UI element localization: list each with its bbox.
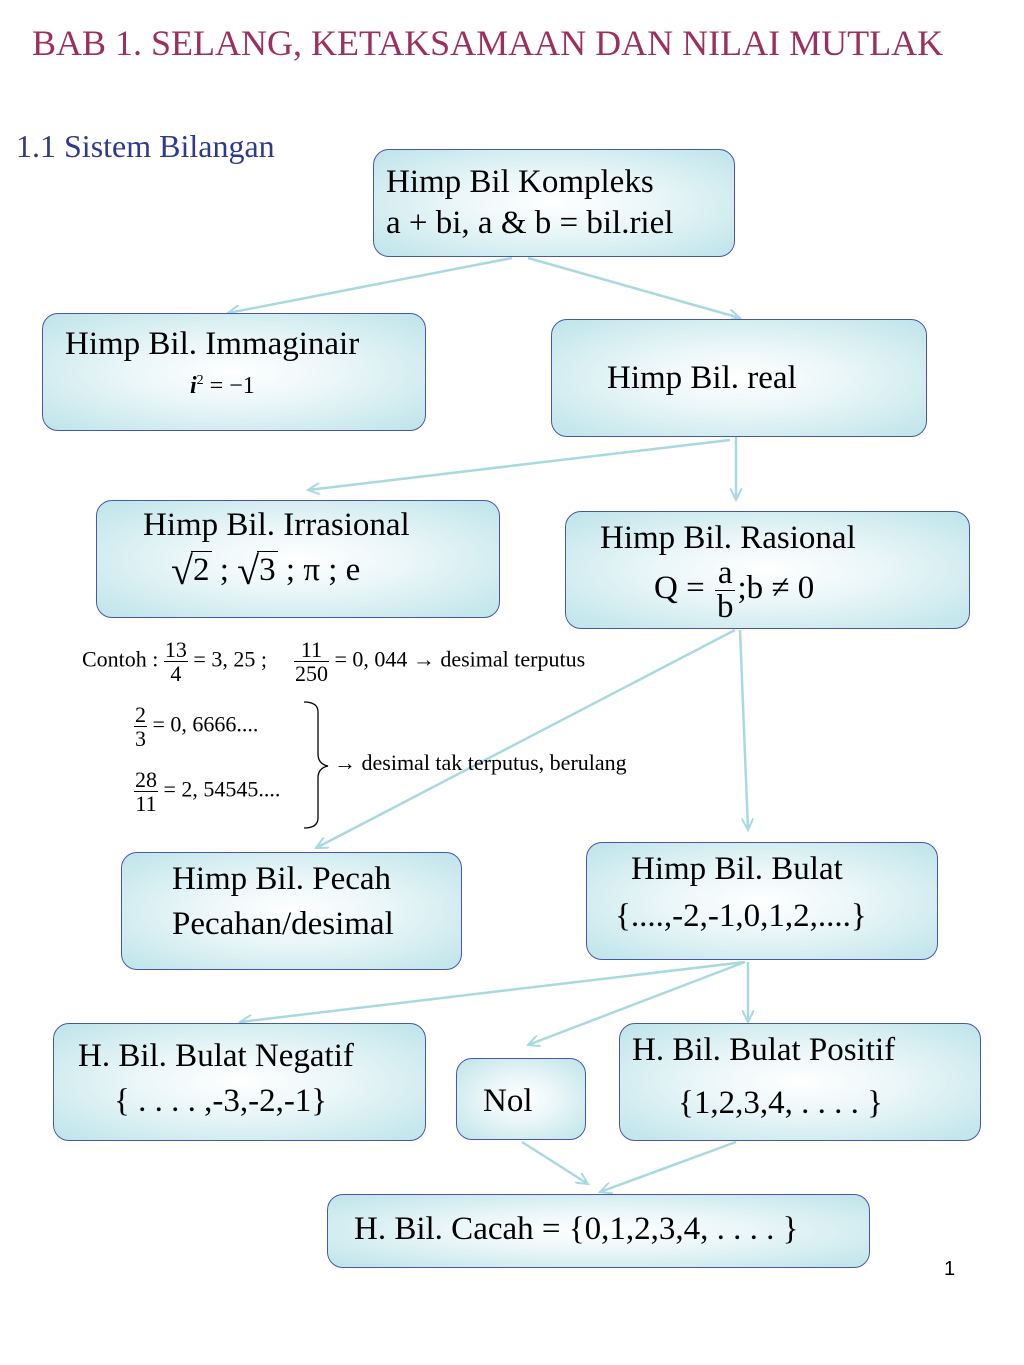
- example-label: Contoh :: [82, 646, 164, 672]
- rasional-fraction: $\frac{a}{b}$: [716, 555, 734, 626]
- node-rasional-line1: Himp Bil. Rasional: [600, 520, 856, 556]
- rasional-prefix: Q =: [654, 570, 713, 607]
- example-val1: = 3, 25 ;: [187, 646, 267, 672]
- brace-repeating: [304, 702, 328, 828]
- node-real: [551, 319, 927, 437]
- sqrt-3: √ 3: [237, 548, 276, 594]
- node-pecah-line1: Himp Bil. Pecah: [172, 861, 392, 897]
- node-cacah-line1: H. Bil. Cacah = {0,1,2,3,4, . . . . }: [354, 1211, 799, 1247]
- arrow-positif-cacah: [600, 1142, 736, 1192]
- node-positif: [619, 1023, 981, 1141]
- imajiner-base: i: [190, 373, 197, 400]
- imajiner-rest: = −1: [203, 373, 255, 400]
- node-cacah: [327, 1194, 870, 1268]
- page-number: 1: [944, 1258, 956, 1280]
- node-irasional-line1: Himp Bil. Irrasional: [143, 507, 410, 543]
- example-brace-text: → desimal tak terputus, berulang: [334, 750, 627, 775]
- arrow-rasional-bulat: [740, 630, 748, 830]
- example-row2: [134, 703, 258, 750]
- node-bulat-line1: Himp Bil. Bulat: [631, 851, 843, 887]
- node-bulat-line2: {....,-2,-1,0,1,2,....}: [615, 898, 867, 935]
- node-irasional: [96, 500, 500, 618]
- node-bulat: [586, 842, 938, 960]
- node-nol-line1: Nol: [483, 1083, 533, 1119]
- arrow-kompleks-imajiner: [228, 258, 512, 313]
- node-irasional-formula: √ 2 ; √ 3 ; π ; e: [171, 548, 361, 594]
- node-kompleks-line2: a + bi, a & b = bil.riel: [386, 205, 674, 242]
- node-real-line1: Himp Bil. real: [607, 360, 797, 396]
- section-subtitle: 1.1 Sistem Bilangan: [16, 128, 275, 164]
- arrow-kompleks-real: [528, 258, 740, 318]
- example-row1: [82, 638, 585, 685]
- node-rasional: [565, 511, 970, 629]
- page-title: BAB 1. SELANG, KETAKSAMAAN DAN NILAI MUTLAK: [32, 23, 944, 63]
- sqrt-2: √ 2: [171, 548, 210, 594]
- rasional-suffix: ;b ≠ 0: [737, 570, 815, 607]
- node-imajiner-formula: [65, 371, 425, 401]
- example-val2: = 0, 044 → desimal terputus: [328, 646, 586, 672]
- node-positif-line2: {1,2,3,4, . . . . }: [678, 1085, 883, 1122]
- node-kompleks-line1: Himp Bil Kompleks: [386, 164, 654, 200]
- node-nol: [456, 1058, 586, 1140]
- node-negatif-line1: H. Bil. Bulat Negatif: [78, 1038, 354, 1074]
- example-frac-11-250: $\frac{11}{250}$: [294, 637, 328, 687]
- irasional-rest: ; π ; e: [277, 552, 361, 589]
- node-kompleks: [373, 149, 735, 257]
- arrow-real-irasional: [308, 440, 730, 490]
- example-frac-2-3: $\frac{2}{3}$: [135, 702, 146, 752]
- node-rasional-formula: [600, 557, 969, 624]
- example-val4: = 2, 54545....: [158, 776, 281, 802]
- arrow-nol-cacah: [522, 1142, 588, 1184]
- imajiner-exp: 2: [196, 373, 204, 389]
- example-frac-28-11: $\frac{28}{11}$: [135, 767, 157, 817]
- node-negatif: [53, 1023, 426, 1141]
- node-pecah-line2: Pecahan/desimal: [172, 906, 394, 943]
- node-pecah: [121, 852, 462, 970]
- example-row3: [134, 768, 280, 815]
- node-negatif-line2: { . . . . ,-3,-2,-1}: [114, 1083, 328, 1120]
- example-val3: = 0, 6666....: [147, 711, 259, 737]
- node-imajiner-line1: Himp Bil. Immaginair: [65, 326, 360, 362]
- node-positif-line1: H. Bil. Bulat Positif: [632, 1032, 896, 1068]
- node-imajiner: [42, 313, 426, 431]
- example-frac-13-4: $\frac{13}{4}$: [164, 637, 187, 687]
